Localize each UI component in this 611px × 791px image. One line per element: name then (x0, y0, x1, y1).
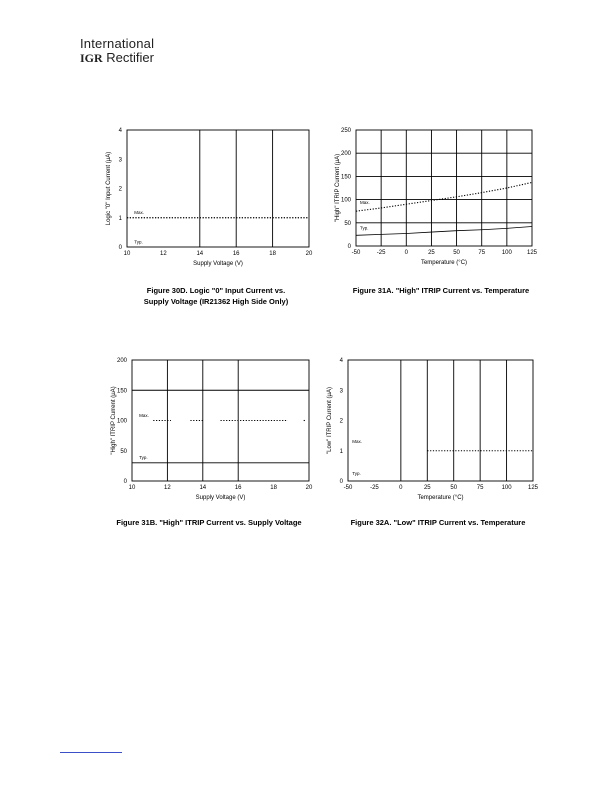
x-tick-label: 25 (423, 485, 431, 491)
x-tick-label: 14 (196, 251, 204, 257)
y-tick-label: 2 (118, 186, 122, 193)
caption-31a (330, 285, 552, 296)
series-label: Typ. (360, 225, 369, 231)
series-label: Typ. (134, 239, 143, 245)
plot-frame (127, 130, 309, 247)
y-tick-label: 100 (340, 197, 351, 204)
x-tick-label: 25 (428, 250, 435, 256)
x-tick-label: 20 (305, 251, 313, 257)
caption-32a (327, 517, 549, 528)
x-tick-label: 16 (232, 251, 240, 257)
y-tick-label: 3 (118, 157, 122, 164)
y-axis-label: "High" ITRIP Current (µA) (111, 386, 117, 455)
y-tick-label: 0 (339, 479, 343, 485)
x-tick-label: 0 (399, 485, 403, 491)
x-tick-label: 50 (450, 485, 458, 491)
chart-32a (322, 352, 547, 512)
y-tick-label: 50 (344, 220, 351, 227)
footer-link-underline[interactable] (60, 752, 122, 753)
series-label: Max. (139, 412, 149, 418)
y-tick-label: 250 (340, 128, 351, 134)
series-label: Max. (360, 200, 370, 206)
x-tick-label: 10 (128, 485, 136, 491)
y-tick-label: 4 (118, 128, 122, 134)
y-tick-label: 150 (116, 388, 127, 395)
chart-31a (322, 122, 547, 282)
x-tick-label: 100 (501, 485, 512, 491)
y-axis-label: "Low" ITRIP Current (µA) (327, 387, 333, 454)
x-tick-label: 16 (234, 485, 242, 491)
y-tick-label: 4 (339, 358, 343, 364)
plot-frame (348, 360, 533, 481)
y-axis-label: Logic "0" Input Current (µA) (106, 151, 112, 226)
x-tick-label: 10 (123, 251, 131, 257)
logo-text-rectifier: Rectifier (106, 50, 154, 65)
x-axis-label: Temperature (°C) (417, 495, 464, 501)
chart-31b (100, 352, 320, 512)
caption-line: Figure 31B. "High" ITRIP Current vs. Supply Voltage (116, 518, 302, 527)
series-line-typ (356, 227, 532, 236)
x-tick-label: 14 (199, 485, 207, 491)
x-tick-label: 12 (160, 251, 167, 257)
y-tick-label: 0 (347, 244, 351, 250)
x-tick-label: -50 (343, 485, 353, 491)
x-tick-label: 12 (164, 485, 171, 491)
y-tick-label: 2 (339, 418, 343, 425)
series-label: Max. (352, 439, 362, 445)
y-tick-label: 1 (118, 215, 122, 222)
caption-31b (98, 517, 320, 528)
y-tick-label: 100 (116, 418, 127, 425)
x-tick-label: 18 (269, 251, 276, 257)
series-label: Typ. (352, 470, 361, 476)
x-axis-label: Supply Voltage (V) (193, 261, 243, 267)
x-tick-label: 100 (501, 250, 512, 256)
caption-line: Figure 32A. "Low" ITRIP Current vs. Temperature (350, 518, 526, 527)
y-tick-label: 50 (120, 448, 127, 455)
y-tick-label: 0 (123, 479, 127, 485)
x-tick-label: 125 (527, 485, 539, 491)
x-axis-label: Supply Voltage (V) (195, 495, 246, 501)
caption-line: Figure 30D. Logic "0" Input Current vs. (146, 286, 286, 295)
caption-line: Figure 31A. "High" ITRIP Current vs. Temperature (352, 286, 530, 295)
x-tick-label: 20 (305, 485, 313, 491)
caption-30d (105, 285, 327, 307)
x-tick-label: 75 (476, 485, 484, 491)
y-tick-label: 200 (116, 358, 127, 364)
x-tick-label: -25 (376, 250, 386, 256)
x-tick-label: 75 (478, 250, 486, 256)
logo-text-rectifier-line (80, 50, 154, 66)
series-line-max (356, 182, 532, 211)
y-tick-label: 150 (340, 174, 351, 181)
caption-line: Supply Voltage (IR21362 High Side Only) (143, 297, 289, 306)
y-axis-label: "High" ITRIP Current (µA) (335, 153, 341, 223)
x-axis-label: Temperature (°C) (420, 260, 468, 266)
y-tick-label: 200 (340, 151, 351, 158)
y-tick-label: 0 (118, 245, 122, 251)
chart-30d (100, 122, 320, 282)
y-tick-label: 1 (339, 448, 343, 455)
x-tick-label: -50 (351, 250, 361, 256)
logo-mark: IGR (80, 51, 103, 65)
x-tick-label: 18 (270, 485, 277, 491)
company-logo (80, 36, 154, 66)
series-label: Max. (134, 210, 145, 216)
series-label: Typ. (139, 455, 148, 461)
y-tick-label: 3 (339, 388, 343, 395)
x-tick-label: -25 (370, 485, 379, 491)
x-tick-label: 0 (404, 250, 408, 256)
x-tick-label: 125 (526, 250, 538, 256)
x-tick-label: 50 (453, 250, 460, 256)
logo-text-international: International (80, 36, 155, 51)
